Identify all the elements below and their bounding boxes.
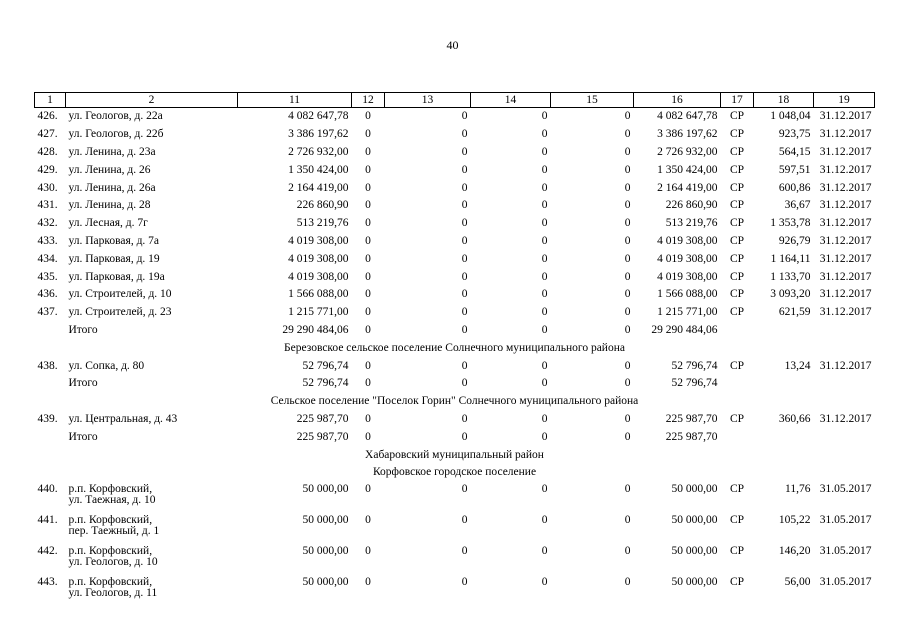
col-19-value: 31.12.2017 xyxy=(819,128,872,141)
col-12-value: 0 xyxy=(365,513,371,526)
col-12-value: 0 xyxy=(365,145,371,158)
col-18-value: 621,59 xyxy=(778,306,811,319)
row-number: 438. xyxy=(37,359,58,372)
col-13-value: 0 xyxy=(461,110,468,123)
col-14-value: 0 xyxy=(541,323,548,336)
address-cell xyxy=(66,513,238,544)
col-14-value: 0 xyxy=(541,199,548,212)
col-13-value: 0 xyxy=(461,323,468,336)
col-18-value: 3 093,20 xyxy=(770,288,811,301)
col-17-value: СР xyxy=(729,110,745,123)
row-number: 436. xyxy=(37,288,58,301)
col-18-value: 146,20 xyxy=(778,544,811,557)
col-14-value: 0 xyxy=(541,544,548,557)
col-14-value: 0 xyxy=(541,377,548,390)
col-15-value: 0 xyxy=(624,575,631,588)
col-13-value: 0 xyxy=(461,482,468,495)
col-18-value: 56,00 xyxy=(784,575,811,588)
col-14-value: 0 xyxy=(541,359,548,372)
address-line: ул. Строителей, д. 10 xyxy=(68,288,172,301)
table-row xyxy=(35,411,875,429)
col-13-value: 0 xyxy=(461,270,468,283)
table-row xyxy=(35,304,875,322)
col-11-value: 52 796,74 xyxy=(302,359,349,372)
col-15-value: 0 xyxy=(624,482,631,495)
column-header: 2 xyxy=(66,93,238,108)
address-line: ул. Парковая, д. 19 xyxy=(68,252,160,265)
col-13-value: 0 xyxy=(461,575,468,588)
col-17-value xyxy=(721,322,754,340)
col-15-value: 0 xyxy=(624,544,631,557)
col-19-value xyxy=(814,428,875,446)
column-header: 14 xyxy=(471,93,551,108)
col-19-value: 31.05.2017 xyxy=(819,544,872,557)
col-15-value: 0 xyxy=(624,513,631,526)
col-17-value: СР xyxy=(729,270,745,283)
address-cell xyxy=(66,233,238,251)
col-11-value: 50 000,00 xyxy=(302,482,349,495)
col-19-value: 31.05.2017 xyxy=(819,482,872,495)
address-cell xyxy=(66,215,238,233)
col-18-value: 1 164,11 xyxy=(770,252,811,265)
col-17-value xyxy=(721,428,754,446)
column-header-row xyxy=(35,93,875,108)
col-15-value: 0 xyxy=(624,128,631,141)
address-line: ул. Геологов, д. 22б xyxy=(68,128,164,141)
col-12-value: 0 xyxy=(365,377,371,390)
col-13-value: 0 xyxy=(461,128,468,141)
col-17-value: СР xyxy=(729,128,745,141)
col-16-value: 3 386 197,62 xyxy=(657,128,718,141)
col-16-value: 50 000,00 xyxy=(671,575,718,588)
col-14-value: 0 xyxy=(541,217,548,230)
col-18-value: 36,67 xyxy=(784,199,811,212)
section-heading-row xyxy=(35,393,875,411)
col-15-value: 0 xyxy=(624,234,631,247)
col-13-value: 0 xyxy=(461,181,468,194)
col-13-value: 0 xyxy=(461,288,468,301)
section-heading: Сельское поселение "Поселок Горин" Солнечного муниципального района xyxy=(270,395,639,408)
col-19-value: 31.12.2017 xyxy=(819,110,872,123)
col-17-value: СР xyxy=(729,544,745,557)
col-12-value: 0 xyxy=(365,270,371,283)
address-line: ул. Лесная, д. 7г xyxy=(68,217,148,230)
address-line: ул. Ленина, д. 26а xyxy=(68,181,156,194)
section-heading: Хабаровский муниципальный район xyxy=(365,448,544,461)
address-cell xyxy=(66,268,238,286)
col-14-value: 0 xyxy=(541,110,548,123)
col-16-value: 50 000,00 xyxy=(671,513,718,526)
col-19-value: 31.12.2017 xyxy=(819,270,872,283)
col-16-value: 2 726 932,00 xyxy=(657,145,718,158)
address-line: р.п. Корфовский, xyxy=(68,544,153,557)
row-number xyxy=(35,428,66,446)
col-12-value: 0 xyxy=(365,181,371,194)
column-header: 16 xyxy=(634,93,721,108)
column-header: 17 xyxy=(721,93,754,108)
col-19-value: 31.12.2017 xyxy=(819,145,872,158)
row-number: 430. xyxy=(37,181,58,194)
col-14-value: 0 xyxy=(541,234,548,247)
col-14-value: 0 xyxy=(541,288,548,301)
col-16-value: 29 290 484,06 xyxy=(651,323,718,336)
col-12-value: 0 xyxy=(365,288,371,301)
row-number: 435. xyxy=(37,270,58,283)
address-line: ул. Геологов, д. 10 xyxy=(68,555,158,568)
address-line: пер. Таежный, д. 1 xyxy=(68,524,160,537)
total-label: Итого xyxy=(68,323,98,336)
column-header: 19 xyxy=(814,93,875,108)
row-number: 428. xyxy=(37,145,58,158)
table-row xyxy=(35,250,875,268)
col-18-value: 105,22 xyxy=(778,513,811,526)
address-cell xyxy=(66,411,238,429)
row-number: 426. xyxy=(37,110,58,123)
address-cell xyxy=(66,575,238,606)
col-19-value xyxy=(814,322,875,340)
col-17-value: СР xyxy=(729,217,745,230)
address-cell xyxy=(66,286,238,304)
row-number: 427. xyxy=(37,128,58,141)
table-row xyxy=(35,126,875,144)
column-header: 18 xyxy=(754,93,814,108)
table-row xyxy=(35,215,875,233)
address-line: ул. Геологов, д. 22а xyxy=(68,110,163,123)
col-19-value: 31.05.2017 xyxy=(819,513,872,526)
address-cell xyxy=(66,250,238,268)
row-number: 439. xyxy=(37,412,58,425)
col-17-value xyxy=(721,375,754,393)
column-header: 15 xyxy=(551,93,634,108)
col-16-value: 4 082 647,78 xyxy=(657,110,718,123)
col-15-value: 0 xyxy=(624,145,631,158)
table-row xyxy=(35,544,875,575)
col-16-value: 4 019 308,00 xyxy=(657,252,718,265)
col-15-value: 0 xyxy=(624,412,631,425)
address-cell xyxy=(66,161,238,179)
col-15-value: 0 xyxy=(624,359,631,372)
table-row xyxy=(35,357,875,375)
col-12-value: 0 xyxy=(365,430,371,443)
col-16-value: 513 219,76 xyxy=(665,217,718,230)
col-17-value: СР xyxy=(729,359,745,372)
col-12-value: 0 xyxy=(365,252,371,265)
col-19-value: 31.12.2017 xyxy=(819,412,872,425)
address-cell xyxy=(66,197,238,215)
table-row xyxy=(35,268,875,286)
total-row xyxy=(35,428,875,446)
row-number: 442. xyxy=(37,544,58,557)
address-line: р.п. Корфовский, xyxy=(68,482,153,495)
col-11-value: 1 215 771,00 xyxy=(288,306,349,319)
row-number: 433. xyxy=(37,234,58,247)
col-16-value: 225 987,70 xyxy=(665,430,718,443)
col-17-value: СР xyxy=(729,575,745,588)
total-label: Итого xyxy=(68,430,98,443)
col-19-value: 31.12.2017 xyxy=(819,181,872,194)
table-row xyxy=(35,161,875,179)
col-11-value: 4 082 647,78 xyxy=(288,110,349,123)
col-17-value: СР xyxy=(729,181,745,194)
address-line: ул. Строителей, д. 23 xyxy=(68,306,172,319)
table-row xyxy=(35,144,875,162)
col-11-value: 52 796,74 xyxy=(302,377,349,390)
col-15-value: 0 xyxy=(624,377,631,390)
address-cell xyxy=(66,179,238,197)
col-12-value: 0 xyxy=(365,412,371,425)
col-17-value: СР xyxy=(729,234,745,247)
section-heading-row xyxy=(35,464,875,482)
col-16-value: 225 987,70 xyxy=(665,412,718,425)
col-17-value: СР xyxy=(729,163,745,176)
col-18-value xyxy=(754,322,814,340)
col-18-value: 360,66 xyxy=(778,412,811,425)
col-16-value: 1 215 771,00 xyxy=(657,306,718,319)
col-17-value: СР xyxy=(729,306,745,319)
row-number: 443. xyxy=(37,575,58,588)
col-19-value xyxy=(814,375,875,393)
col-11-value: 4 019 308,00 xyxy=(288,270,349,283)
col-11-value: 226 860,90 xyxy=(296,199,349,212)
row-number: 432. xyxy=(37,217,58,230)
col-16-value: 2 164 419,00 xyxy=(657,181,718,194)
col-11-value: 1 566 088,00 xyxy=(288,288,349,301)
col-15-value: 0 xyxy=(624,306,631,319)
col-16-value: 1 350 424,00 xyxy=(657,163,718,176)
col-13-value: 0 xyxy=(461,306,468,319)
col-13-value: 0 xyxy=(461,145,468,158)
col-13-value: 0 xyxy=(461,377,468,390)
column-header: 12 xyxy=(352,93,385,108)
col-14-value: 0 xyxy=(541,145,548,158)
table-row xyxy=(35,197,875,215)
table-row xyxy=(35,179,875,197)
col-14-value: 0 xyxy=(541,482,548,495)
address-cell xyxy=(66,144,238,162)
col-14-value: 0 xyxy=(541,306,548,319)
col-18-value: 597,51 xyxy=(778,163,811,176)
row-number: 440. xyxy=(37,482,58,495)
total-row xyxy=(35,322,875,340)
col-15-value: 0 xyxy=(624,163,631,176)
col-17-value: СР xyxy=(729,288,745,301)
col-14-value: 0 xyxy=(541,270,548,283)
col-12-value: 0 xyxy=(365,163,371,176)
address-cell xyxy=(66,544,238,575)
col-11-value: 2 164 419,00 xyxy=(288,181,349,194)
address-line: ул. Центральная, д. 43 xyxy=(68,412,178,425)
col-14-value: 0 xyxy=(541,412,548,425)
col-13-value: 0 xyxy=(461,217,468,230)
column-header: 1 xyxy=(35,93,66,108)
address-line: ул. Парковая, д. 7а xyxy=(68,234,160,247)
column-header: 13 xyxy=(385,93,471,108)
page-number: 40 xyxy=(446,38,459,52)
col-12-value: 0 xyxy=(365,575,371,588)
col-16-value: 4 019 308,00 xyxy=(657,234,718,247)
col-15-value: 0 xyxy=(624,181,631,194)
table-row xyxy=(35,233,875,251)
address-cell xyxy=(66,482,238,513)
address-line: р.п. Корфовский, xyxy=(68,575,153,588)
col-14-value: 0 xyxy=(541,252,548,265)
section-heading-row xyxy=(35,446,875,464)
total-row xyxy=(35,375,875,393)
col-13-value: 0 xyxy=(461,199,468,212)
col-18-value: 923,75 xyxy=(778,128,811,141)
col-12-value: 0 xyxy=(365,110,371,123)
row-number: 429. xyxy=(37,163,58,176)
col-19-value: 31.12.2017 xyxy=(819,199,872,212)
col-13-value: 0 xyxy=(461,359,468,372)
col-19-value: 31.12.2017 xyxy=(819,306,872,319)
col-14-value: 0 xyxy=(541,163,548,176)
col-16-value: 52 796,74 xyxy=(671,359,718,372)
row-number: 431. xyxy=(37,199,58,212)
col-11-value: 2 726 932,00 xyxy=(288,145,349,158)
col-16-value: 50 000,00 xyxy=(671,482,718,495)
column-header: 11 xyxy=(238,93,352,108)
col-15-value: 0 xyxy=(624,199,631,212)
col-11-value: 225 987,70 xyxy=(296,430,349,443)
col-12-value: 0 xyxy=(365,544,371,557)
col-15-value: 0 xyxy=(624,323,631,336)
col-18-value: 1 353,78 xyxy=(770,217,811,230)
col-11-value: 513 219,76 xyxy=(296,217,349,230)
table-row xyxy=(35,482,875,513)
address-line: ул. Геологов, д. 11 xyxy=(68,586,158,599)
col-15-value: 0 xyxy=(624,110,631,123)
address-cell xyxy=(66,304,238,322)
col-12-value: 0 xyxy=(365,199,371,212)
col-15-value: 0 xyxy=(624,270,631,283)
col-17-value: СР xyxy=(729,482,745,495)
col-13-value: 0 xyxy=(461,163,468,176)
section-heading: Березовское сельское поселение Солнечного муниципального района xyxy=(284,341,625,354)
col-17-value: СР xyxy=(729,199,745,212)
total-label: Итого xyxy=(68,377,98,390)
col-13-value: 0 xyxy=(461,234,468,247)
address-line: ул. Таежная, д. 10 xyxy=(68,493,156,506)
row-number: 437. xyxy=(37,306,58,319)
col-19-value: 31.05.2017 xyxy=(819,575,872,588)
col-18-value: 600,86 xyxy=(778,181,811,194)
col-18-value: 11,76 xyxy=(785,482,811,495)
col-15-value: 0 xyxy=(624,288,631,301)
col-14-value: 0 xyxy=(541,430,548,443)
col-13-value: 0 xyxy=(461,430,468,443)
section-heading-row xyxy=(35,339,875,357)
address-line: р.п. Корфовский, xyxy=(68,513,153,526)
col-13-value: 0 xyxy=(461,513,468,526)
col-17-value: СР xyxy=(729,412,745,425)
address-line: ул. Парковая, д. 19а xyxy=(68,270,165,283)
address-cell xyxy=(66,357,238,375)
col-12-value: 0 xyxy=(365,234,371,247)
section-heading: Корфовское городское поселение xyxy=(372,466,537,479)
data-table xyxy=(34,92,875,606)
col-19-value: 31.12.2017 xyxy=(819,359,872,372)
col-15-value: 0 xyxy=(624,217,631,230)
col-16-value: 50 000,00 xyxy=(671,544,718,557)
col-16-value: 4 019 308,00 xyxy=(657,270,718,283)
table-row xyxy=(35,575,875,606)
address-cell xyxy=(66,108,238,126)
col-16-value: 52 796,74 xyxy=(671,377,718,390)
address-cell xyxy=(66,126,238,144)
col-18-value: 564,15 xyxy=(778,145,811,158)
col-14-value: 0 xyxy=(541,513,548,526)
col-11-value: 50 000,00 xyxy=(302,513,349,526)
col-13-value: 0 xyxy=(461,412,468,425)
col-19-value: 31.12.2017 xyxy=(819,252,872,265)
address-line: ул. Ленина, д. 23а xyxy=(68,145,156,158)
col-18-value: 1 048,04 xyxy=(770,110,811,123)
col-19-value: 31.12.2017 xyxy=(819,234,872,247)
col-12-value: 0 xyxy=(365,306,371,319)
col-12-value: 0 xyxy=(365,359,371,372)
col-11-value: 50 000,00 xyxy=(302,575,349,588)
col-12-value: 0 xyxy=(365,323,371,336)
col-18-value: 926,79 xyxy=(778,234,811,247)
row-number: 441. xyxy=(37,513,58,526)
table-body xyxy=(35,108,875,606)
col-12-value: 0 xyxy=(365,482,371,495)
row-number: 434. xyxy=(37,252,58,265)
address-line: ул. Ленина, д. 28 xyxy=(68,199,151,212)
col-11-value: 29 290 484,06 xyxy=(282,323,349,336)
address-line: ул. Сопка, д. 80 xyxy=(68,359,145,372)
col-16-value: 1 566 088,00 xyxy=(657,288,718,301)
table-row xyxy=(35,108,875,126)
row-number xyxy=(35,322,66,340)
col-19-value: 31.12.2017 xyxy=(819,163,872,176)
address-line: ул. Ленина, д. 26 xyxy=(68,163,151,176)
table-row xyxy=(35,513,875,544)
col-11-value: 1 350 424,00 xyxy=(288,163,349,176)
col-11-value: 225 987,70 xyxy=(296,412,349,425)
col-15-value: 0 xyxy=(624,252,631,265)
col-19-value: 31.12.2017 xyxy=(819,288,872,301)
col-18-value: 1 133,70 xyxy=(770,270,811,283)
table-row xyxy=(35,286,875,304)
row-number xyxy=(35,375,66,393)
col-13-value: 0 xyxy=(461,252,468,265)
col-11-value: 50 000,00 xyxy=(302,544,349,557)
col-18-value xyxy=(754,428,814,446)
col-14-value: 0 xyxy=(541,128,548,141)
col-15-value: 0 xyxy=(624,430,631,443)
col-17-value: СР xyxy=(729,145,745,158)
col-11-value: 4 019 308,00 xyxy=(288,252,349,265)
col-12-value: 0 xyxy=(365,217,371,230)
col-16-value: 226 860,90 xyxy=(665,199,718,212)
col-13-value: 0 xyxy=(461,544,468,557)
col-12-value: 0 xyxy=(365,128,371,141)
col-14-value: 0 xyxy=(541,181,548,194)
col-14-value: 0 xyxy=(541,575,548,588)
col-11-value: 4 019 308,00 xyxy=(288,234,349,247)
col-11-value: 3 386 197,62 xyxy=(288,128,349,141)
col-19-value: 31.12.2017 xyxy=(819,217,872,230)
col-17-value: СР xyxy=(729,513,745,526)
col-18-value: 13,24 xyxy=(784,359,811,372)
col-17-value: СР xyxy=(729,252,745,265)
col-18-value xyxy=(754,375,814,393)
